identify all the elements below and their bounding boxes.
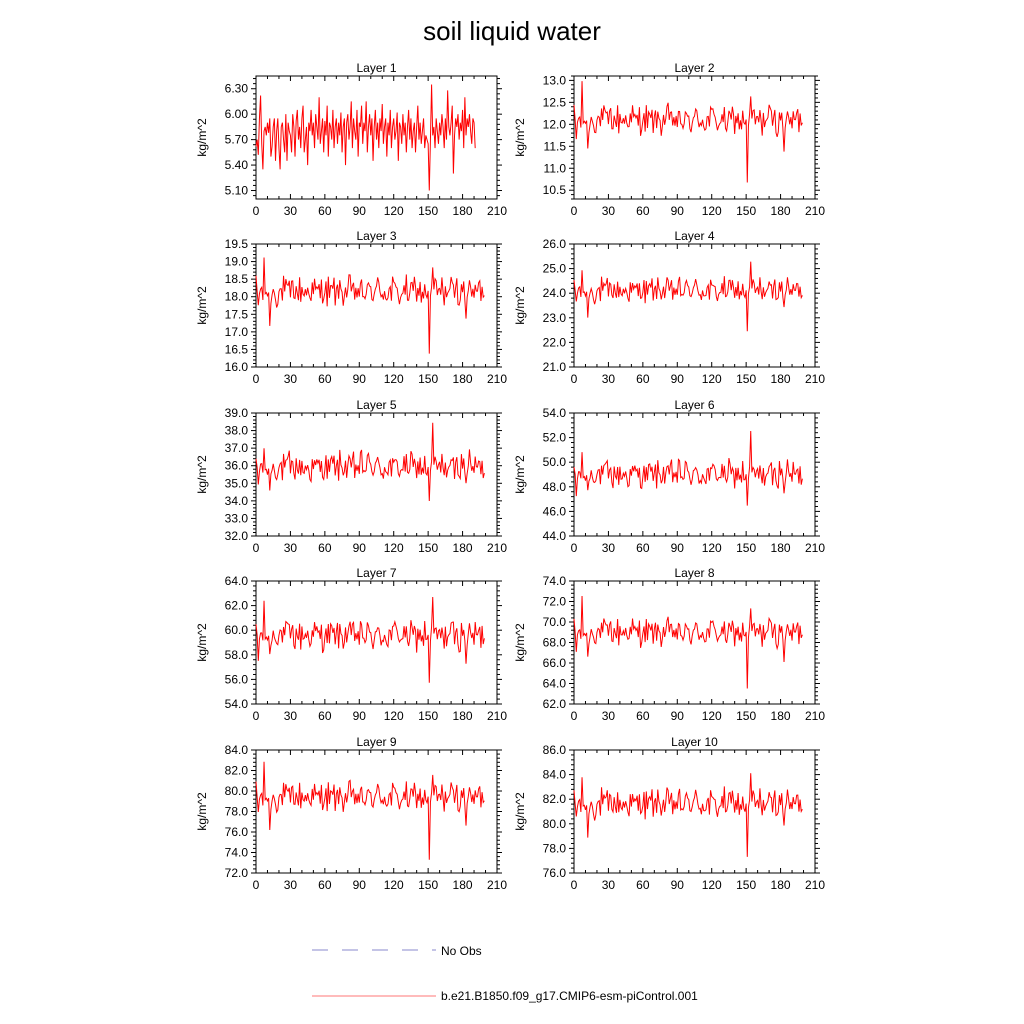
x-tick-label: 0 xyxy=(252,541,260,555)
panel-layer-7 xyxy=(195,566,507,723)
x-tick-label: 120 xyxy=(701,878,722,892)
y-tick-label: 80.0 xyxy=(542,816,566,831)
y-tick-label: 62.0 xyxy=(224,598,248,613)
panel-frame xyxy=(256,750,497,873)
y-tick-label: 76.0 xyxy=(224,825,248,839)
panel-layer-3 xyxy=(195,229,507,386)
y-tick-label: 56.0 xyxy=(224,672,248,687)
x-tick-label: 210 xyxy=(486,709,508,723)
y-tick-label: 38.0 xyxy=(224,423,248,438)
y-tick-label: 52.0 xyxy=(542,430,566,445)
y-tick-label: 39.0 xyxy=(224,406,248,420)
panel-layer-2 xyxy=(513,61,825,218)
y-tick-label: 70.0 xyxy=(542,615,566,629)
y-tick-label: 18.0 xyxy=(224,289,248,304)
series-line xyxy=(574,262,802,332)
y-tick-label: 12.0 xyxy=(542,117,566,132)
y-axis-label: kg/m^2 xyxy=(195,286,209,325)
y-tick-label: 82.0 xyxy=(224,763,248,778)
panel-layer-4 xyxy=(513,229,825,386)
y-tick-label: 50.0 xyxy=(542,455,566,470)
y-tick-label: 66.0 xyxy=(542,656,566,670)
x-tick-label: 210 xyxy=(804,709,826,723)
y-tick-label: 68.0 xyxy=(542,635,566,650)
series-line xyxy=(256,258,484,354)
y-tick-label: 58.0 xyxy=(224,647,248,662)
panel-frame xyxy=(574,76,815,199)
y-tick-label: 82.0 xyxy=(542,792,566,807)
x-tick-label: 60 xyxy=(318,204,332,218)
x-tick-label: 120 xyxy=(383,204,404,218)
panel-layer-6 xyxy=(513,398,825,555)
x-tick-label: 120 xyxy=(383,541,404,555)
x-tick-label: 90 xyxy=(670,372,684,386)
y-axis-label: kg/m^2 xyxy=(195,623,209,662)
x-tick-label: 210 xyxy=(486,204,508,218)
y-axis-label: kg/m^2 xyxy=(195,792,209,831)
y-axis-label: kg/m^2 xyxy=(513,118,527,157)
x-tick-label: 180 xyxy=(770,878,791,892)
panel-grid xyxy=(195,61,825,892)
y-tick-label: 86.0 xyxy=(542,743,566,757)
y-tick-label: 54.0 xyxy=(224,697,248,711)
x-tick-label: 0 xyxy=(570,372,578,386)
y-tick-label: 11.5 xyxy=(543,139,566,154)
x-tick-label: 30 xyxy=(283,878,298,892)
panel-layer-10 xyxy=(513,735,825,892)
chart-title: soil liquid water xyxy=(423,16,601,46)
x-tick-label: 30 xyxy=(283,204,298,218)
x-tick-label: 60 xyxy=(318,372,332,386)
panel-title: Layer 10 xyxy=(671,735,718,749)
y-tick-label: 12.5 xyxy=(542,95,566,110)
panel-layer-1 xyxy=(195,61,507,218)
panel-title: Layer 5 xyxy=(356,398,397,412)
x-tick-label: 150 xyxy=(418,878,439,892)
y-axis-label: kg/m^2 xyxy=(195,455,209,494)
panel-frame xyxy=(256,244,497,367)
y-tick-label: 74.0 xyxy=(542,574,566,588)
panel-title: Layer 8 xyxy=(674,566,715,580)
x-tick-label: 0 xyxy=(252,709,260,723)
panel-title: Layer 1 xyxy=(356,61,397,75)
y-tick-label: 17.0 xyxy=(224,324,248,339)
x-tick-label: 180 xyxy=(770,541,791,555)
y-axis-label: kg/m^2 xyxy=(513,792,527,831)
panel-title: Layer 4 xyxy=(674,229,715,243)
x-tick-label: 30 xyxy=(283,372,298,386)
y-tick-label: 22.0 xyxy=(542,335,566,350)
x-tick-label: 150 xyxy=(736,204,757,218)
x-tick-label: 180 xyxy=(452,709,473,723)
x-tick-label: 210 xyxy=(486,878,508,892)
series-line xyxy=(574,431,802,506)
x-tick-label: 120 xyxy=(701,541,722,555)
x-tick-label: 90 xyxy=(352,709,366,723)
y-tick-label: 34.0 xyxy=(224,493,248,508)
y-tick-label: 36.0 xyxy=(224,458,248,473)
x-tick-label: 30 xyxy=(283,541,298,555)
y-axis-label: kg/m^2 xyxy=(195,118,209,157)
x-tick-label: 120 xyxy=(701,709,722,723)
y-tick-label: 5.10 xyxy=(224,183,248,198)
y-tick-label: 5.70 xyxy=(224,132,248,147)
y-tick-label: 54.0 xyxy=(542,406,566,420)
y-tick-label: 26.0 xyxy=(542,237,566,251)
x-tick-label: 180 xyxy=(452,372,473,386)
x-tick-label: 210 xyxy=(804,204,826,218)
x-tick-label: 90 xyxy=(352,878,366,892)
y-tick-label: 19.0 xyxy=(224,254,248,269)
x-tick-label: 60 xyxy=(318,878,332,892)
x-tick-label: 30 xyxy=(283,709,298,723)
y-tick-label: 80.0 xyxy=(224,784,248,798)
y-tick-label: 60.0 xyxy=(224,623,248,638)
x-tick-label: 150 xyxy=(736,878,757,892)
y-tick-label: 44.0 xyxy=(542,529,566,543)
x-tick-label: 150 xyxy=(736,372,757,386)
y-tick-label: 35.0 xyxy=(224,476,248,491)
panel-title: Layer 7 xyxy=(356,566,397,580)
x-tick-label: 0 xyxy=(570,709,578,723)
series-line xyxy=(256,423,484,501)
y-tick-label: 64.0 xyxy=(224,574,248,588)
y-tick-label: 72.0 xyxy=(224,866,248,880)
x-tick-label: 210 xyxy=(804,372,826,386)
panel-title: Layer 6 xyxy=(674,398,715,412)
y-tick-label: 33.0 xyxy=(224,511,248,526)
x-tick-label: 90 xyxy=(670,878,684,892)
x-tick-label: 180 xyxy=(452,204,473,218)
x-tick-label: 0 xyxy=(570,541,578,555)
x-tick-label: 210 xyxy=(486,372,508,386)
series-line xyxy=(574,596,802,688)
x-tick-label: 0 xyxy=(252,204,260,218)
y-tick-label: 78.0 xyxy=(542,841,566,856)
x-tick-label: 30 xyxy=(601,878,616,892)
x-tick-label: 210 xyxy=(486,541,508,555)
y-tick-label: 11.0 xyxy=(543,161,566,176)
panel-layer-8 xyxy=(513,566,825,723)
legend xyxy=(312,944,698,1003)
x-tick-label: 90 xyxy=(352,204,366,218)
y-tick-label: 32.0 xyxy=(224,529,248,543)
x-tick-label: 180 xyxy=(770,372,791,386)
panel-title: Layer 3 xyxy=(356,229,397,243)
x-tick-label: 120 xyxy=(701,372,722,386)
x-tick-label: 60 xyxy=(636,372,650,386)
x-tick-label: 0 xyxy=(570,204,578,218)
x-tick-label: 210 xyxy=(804,541,826,555)
series-line xyxy=(256,597,484,683)
y-axis-label: kg/m^2 xyxy=(513,623,527,662)
y-tick-label: 78.0 xyxy=(224,804,248,819)
panel-title: Layer 2 xyxy=(674,61,715,75)
y-tick-label: 24.0 xyxy=(542,286,566,301)
x-tick-label: 120 xyxy=(383,372,404,386)
y-tick-label: 10.5 xyxy=(542,183,566,198)
y-tick-label: 37.0 xyxy=(224,441,248,456)
y-tick-label: 84.0 xyxy=(224,743,248,757)
x-tick-label: 150 xyxy=(418,541,439,555)
y-tick-label: 64.0 xyxy=(542,676,566,691)
x-tick-label: 90 xyxy=(352,372,366,386)
x-tick-label: 60 xyxy=(636,709,650,723)
y-axis-label: kg/m^2 xyxy=(513,455,527,494)
panel-layer-5 xyxy=(195,398,507,555)
panel-frame xyxy=(574,750,815,873)
y-tick-label: 46.0 xyxy=(542,504,566,519)
legend-obs-label: No Obs xyxy=(441,944,482,958)
x-tick-label: 180 xyxy=(452,878,473,892)
x-tick-label: 210 xyxy=(804,878,826,892)
x-tick-label: 90 xyxy=(670,709,684,723)
y-tick-label: 6.00 xyxy=(224,107,248,122)
x-tick-label: 150 xyxy=(418,372,439,386)
y-tick-label: 62.0 xyxy=(542,697,566,711)
x-tick-label: 30 xyxy=(601,204,616,218)
y-tick-label: 16.0 xyxy=(224,360,248,374)
y-tick-label: 25.0 xyxy=(542,261,566,276)
y-axis-label: kg/m^2 xyxy=(513,286,527,325)
x-tick-label: 90 xyxy=(670,204,684,218)
x-tick-label: 60 xyxy=(636,878,650,892)
y-tick-label: 18.5 xyxy=(224,272,248,287)
x-tick-label: 90 xyxy=(352,541,366,555)
panel-frame xyxy=(574,244,815,367)
legend-model-label: b.e21.B1850.f09_g17.CMIP6-esm-piControl.001 xyxy=(441,989,698,1003)
series-line xyxy=(256,84,475,190)
x-tick-label: 60 xyxy=(318,541,332,555)
x-tick-label: 30 xyxy=(601,372,616,386)
x-tick-label: 30 xyxy=(601,541,616,555)
x-tick-label: 180 xyxy=(770,204,791,218)
y-tick-label: 21.0 xyxy=(542,360,566,374)
x-tick-label: 120 xyxy=(383,709,404,723)
y-tick-label: 48.0 xyxy=(542,479,566,494)
y-tick-label: 19.5 xyxy=(224,237,248,251)
series-line xyxy=(574,773,802,857)
series-line xyxy=(574,81,802,182)
x-tick-label: 30 xyxy=(601,709,616,723)
y-tick-label: 84.0 xyxy=(542,767,566,782)
x-tick-label: 0 xyxy=(252,372,260,386)
x-tick-label: 60 xyxy=(636,541,650,555)
x-tick-label: 120 xyxy=(383,878,404,892)
y-tick-label: 23.0 xyxy=(542,310,566,325)
x-tick-label: 0 xyxy=(570,878,578,892)
x-tick-label: 120 xyxy=(701,204,722,218)
x-tick-label: 150 xyxy=(418,204,439,218)
y-tick-label: 17.5 xyxy=(224,307,248,322)
x-tick-label: 150 xyxy=(736,709,757,723)
x-tick-label: 90 xyxy=(670,541,684,555)
x-tick-label: 150 xyxy=(736,541,757,555)
panel-title: Layer 9 xyxy=(356,735,397,749)
x-tick-label: 0 xyxy=(252,878,260,892)
y-tick-label: 5.40 xyxy=(224,158,248,173)
x-tick-label: 180 xyxy=(452,541,473,555)
y-tick-label: 13.0 xyxy=(542,73,566,88)
y-tick-label: 76.0 xyxy=(542,866,566,880)
x-tick-label: 60 xyxy=(636,204,650,218)
x-tick-label: 150 xyxy=(418,709,439,723)
y-tick-label: 16.5 xyxy=(224,342,248,357)
panel-layer-9 xyxy=(195,735,507,892)
y-tick-label: 72.0 xyxy=(542,594,566,609)
x-tick-label: 60 xyxy=(318,709,332,723)
y-tick-label: 6.30 xyxy=(224,81,248,96)
x-tick-label: 180 xyxy=(770,709,791,723)
series-line xyxy=(256,762,484,860)
y-tick-label: 74.0 xyxy=(224,845,248,860)
